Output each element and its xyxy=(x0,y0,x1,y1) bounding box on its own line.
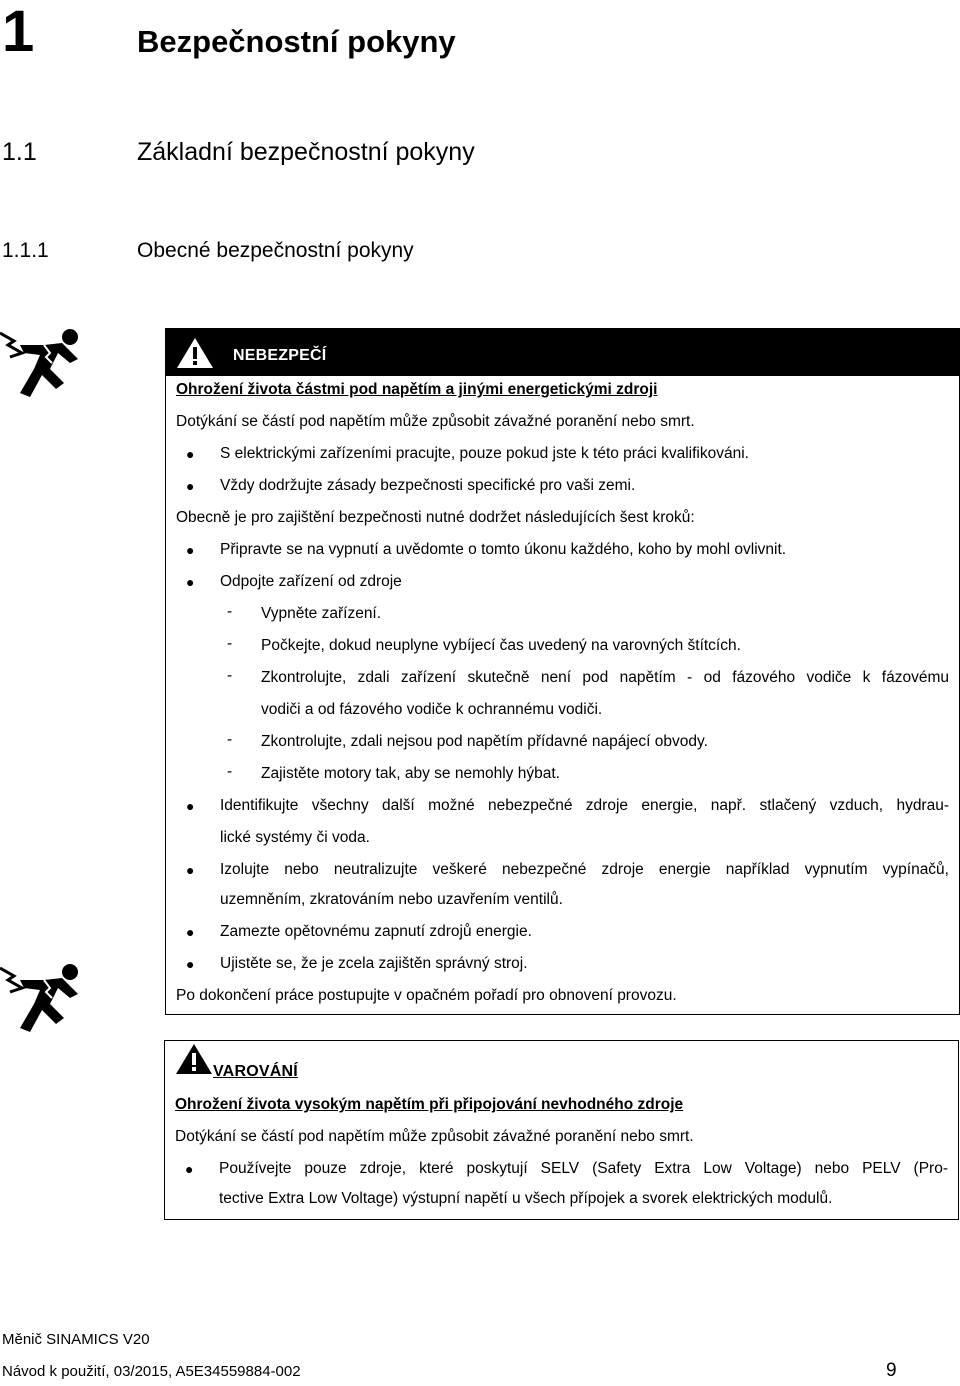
list-item: Připravte se na vypnutí a uvědomte o tomto úkonu každého, koho by mohl ovlivnit. xyxy=(220,541,787,558)
bullet-icon: ● xyxy=(186,478,195,494)
footer-product: Měnič SINAMICS V20 xyxy=(2,1331,150,1348)
subsection-title: Obecné bezpečnostní pokyny xyxy=(137,239,414,262)
danger-notice xyxy=(165,328,960,1015)
steps-intro: Obecně je pro zajištění bezpečnosti nutné dodržet následujících šest kroků: xyxy=(176,509,695,526)
bullet-icon: ● xyxy=(186,956,195,972)
bullet-icon: ● xyxy=(186,542,195,558)
dash-marker: - xyxy=(227,667,233,684)
electric-shock-icon xyxy=(0,323,92,399)
bullet-icon: ● xyxy=(185,1161,194,1177)
danger-header xyxy=(166,329,959,376)
sub-list-item: Vypněte zařízení. xyxy=(261,605,382,622)
list-item: Zamezte opětovnému zapnutí zdrojů energie. xyxy=(220,923,532,940)
chapter-number: 1 xyxy=(2,0,35,64)
section-title: Základní bezpečnostní pokyny xyxy=(137,138,475,166)
list-item: Ujistěte se, že je zcela zajištěn správný stroj. xyxy=(220,955,528,972)
list-item: Izolujte nebo neutralizujte veškeré nebezpečné zdroje energie například vypnutím vypínačů, xyxy=(220,861,949,878)
page-number: 9 xyxy=(886,1360,897,1381)
footer-document: Návod k použití, 03/2015, A5E34559884-002 xyxy=(2,1363,301,1380)
bullet-icon: ● xyxy=(186,446,195,462)
list-item: Vždy dodržujte zásady bezpečnosti specifické pro vaši zemi. xyxy=(220,477,636,494)
sub-list-item: Zkontrolujte, zdali nejsou pod napětím přídavné napájecí obvody. xyxy=(261,733,708,750)
danger-signal-word: NEBEZPEČÍ xyxy=(233,347,327,364)
sub-list-item: Počkejte, dokud neuplyne vybíjecí čas uvedený na varovných štítcích. xyxy=(261,637,741,654)
warning-header xyxy=(165,1041,958,1089)
warning-hazard-title: Ohrožení života vysokým napětím při připojování nevhodného zdroje xyxy=(175,1096,684,1113)
electric-shock-icon xyxy=(0,958,92,1034)
sub-list-item-continued: vodiči a od fázového vodiče k ochrannému vodiči. xyxy=(261,701,603,718)
sub-list-item: Zkontrolujte, zdali zařízení skutečně není pod napětím - od fázového vodiče k fázovému xyxy=(261,669,949,686)
warning-notice xyxy=(164,1040,959,1220)
list-item: Používejte pouze zdroje, které poskytují SELV (Safety Extra Low Voltage) nebo PELV (Pro- xyxy=(219,1160,948,1177)
subsection-number: 1.1.1 xyxy=(2,239,49,262)
list-item-continued: uzemněním, zkratováním nebo uzavřením ventilů. xyxy=(220,891,563,908)
list-item-continued: lické systémy či voda. xyxy=(220,829,370,846)
danger-closing: Po dokončení práce postupujte v opačném pořadí pro obnovení provozu. xyxy=(176,987,677,1004)
bullet-icon: ● xyxy=(186,798,195,814)
bullet-icon: ● xyxy=(186,924,195,940)
list-item: S elektrickými zařízeními pracujte, pouze pokud jste k této práci kvalifikováni. xyxy=(220,445,749,462)
list-item-continued: tective Extra Low Voltage) výstupní napětí u všech přípojek a svorek elektrických modulů. xyxy=(219,1190,833,1207)
danger-hazard-title: Ohrožení života částmi pod napětím a jinými energetickými zdroji xyxy=(176,381,658,398)
dash-marker: - xyxy=(227,603,233,620)
warning-intro: Dotýkání se částí pod napětím může způsobit závažné poranění nebo smrt. xyxy=(175,1128,694,1145)
bullet-icon: ● xyxy=(186,574,195,590)
warning-triangle-icon xyxy=(175,1043,213,1075)
danger-intro: Dotýkání se částí pod napětím může způsobit závažné poranění nebo smrt. xyxy=(176,413,695,430)
chapter-title: Bezpečnostní pokyny xyxy=(137,24,456,59)
dash-marker: - xyxy=(227,731,233,748)
sub-list-item: Zajistěte motory tak, aby se nemohly hýbat. xyxy=(261,765,560,782)
section-number: 1.1 xyxy=(2,138,37,166)
list-item: Identifikujte všechny další možné nebezpečné zdroje energie, např. stlačený vzduch, hydrau- xyxy=(220,797,949,814)
dash-marker: - xyxy=(227,635,233,652)
warning-signal-word: VAROVÁNÍ xyxy=(213,1063,298,1080)
warning-triangle-icon xyxy=(176,337,214,369)
list-item: Odpojte zařízení od zdroje xyxy=(220,573,402,590)
dash-marker: - xyxy=(227,763,233,780)
bullet-icon: ● xyxy=(186,862,195,878)
